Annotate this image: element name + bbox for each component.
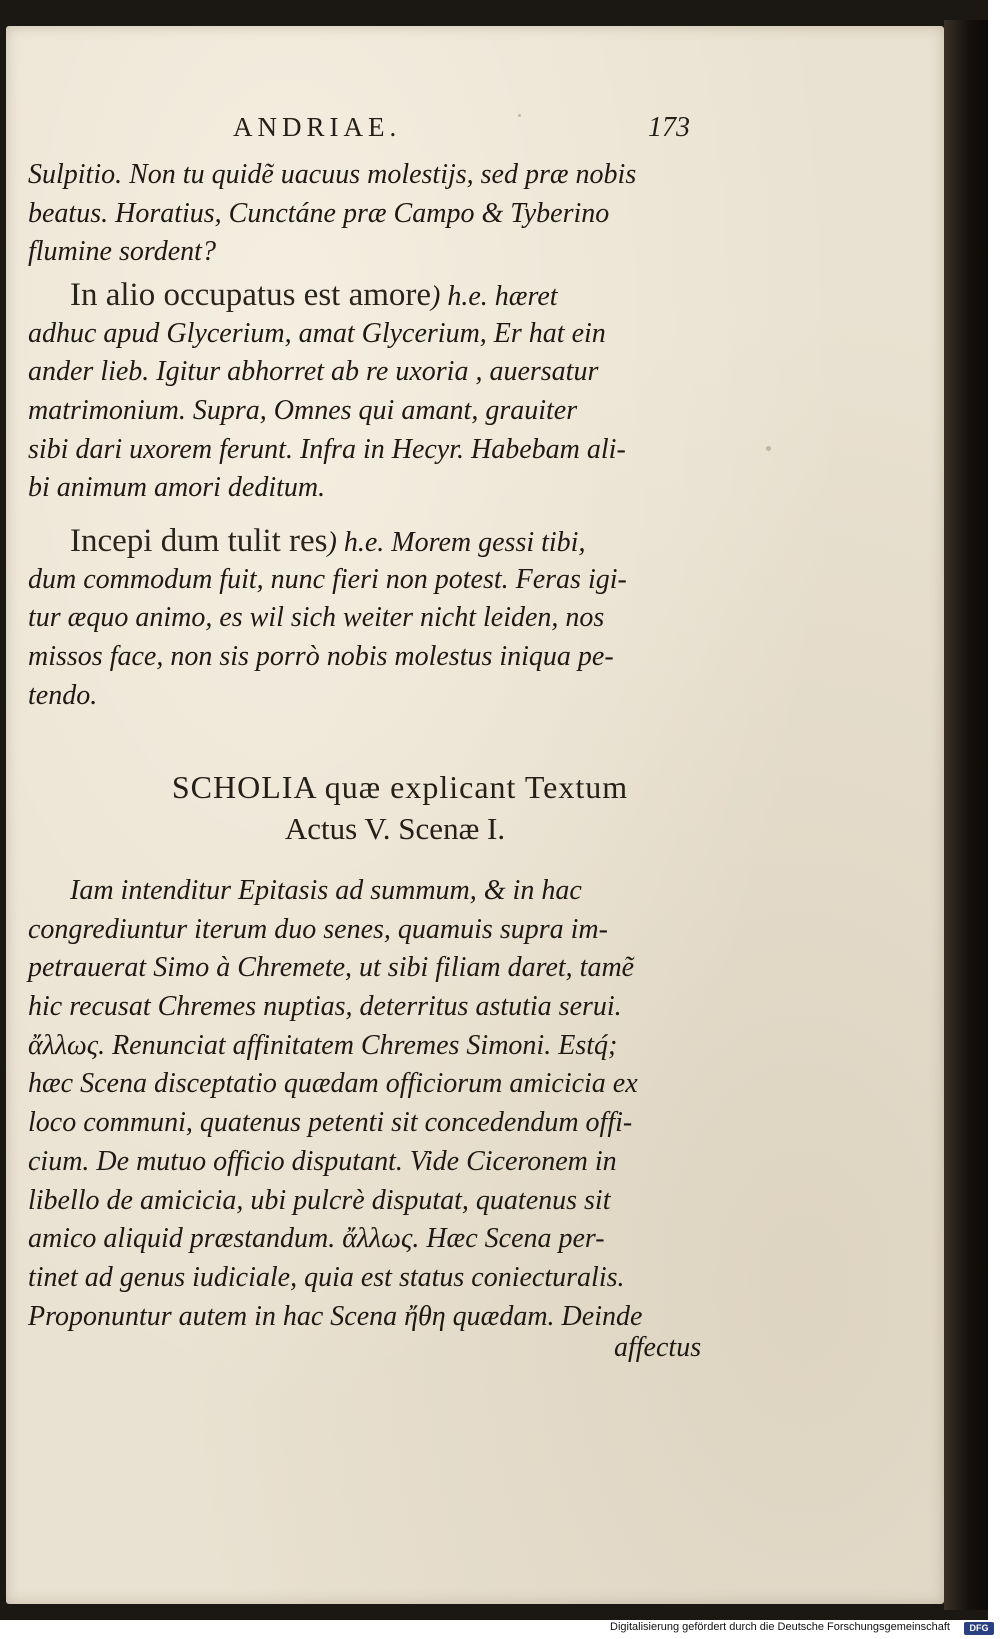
gloss: ) h.e. hæret [431,281,558,312]
text-line: congrediuntur iterum duo senes, quamuis supra im- [28,913,608,945]
text-line: Proponuntur autem in hac Scena ἤθη quædam. Deinde [28,1300,643,1332]
text-line: Iam intenditur Epitasis ad summum, & in hac [70,875,582,906]
text-line: flumine sordent? [28,236,216,268]
text-line: petrauerat Simo à Chremete, ut sibi filiam daret, tamẽ [28,952,635,984]
text-line: missos face, non sis porrò nobis molestus iniqua pe- [28,641,614,673]
text-line: cium. De mutuo officio disputant. Vide Ciceronem in [28,1145,617,1177]
lemma: Incepi dum tulit res [70,523,328,559]
gloss: ) h.e. Morem gessi tibi, [327,527,586,558]
text-line: tinet ad genus iudiciale, quia est status coniecturalis. [28,1261,625,1293]
text-line: loco communi, quatenus petenti sit concedendum offi- [28,1107,633,1139]
text-line [28,522,708,561]
text-line: Sulpitio. Non tu quidẽ uacuus molestijs, sed præ nobis [28,159,637,190]
paragraph-2 [28,276,708,508]
text-line: adhuc apud Glycerium, amat Glycerium, Er hat ein [28,317,606,349]
text-line: bi animum amori deditum. [28,472,326,504]
heading-line-2: Actus V. Scenæ I. [284,811,506,846]
running-head: ANDRIAE. [233,112,402,142]
dfg-logo: DFG [964,1622,994,1635]
page-number: 173 [648,112,690,143]
catchword: affectus [614,1332,702,1363]
text-line: matrimonium. Supra, Omnes qui amant, grauiter [28,395,578,427]
paper-speck [766,446,771,451]
text-line: tendo. [28,679,98,711]
book-gutter [944,20,988,1610]
text-line: ἄλλως. Renunciat affinitatem Chremes Simoni. Estq́; [28,1029,618,1061]
paragraph-1 [28,156,708,272]
text-line: sibi dari uxorem ferunt. Infra in Hecyr. Habebam ali- [28,433,626,465]
text-line: amico aliquid præstandum. ἄλλως. Hæc Scena per- [28,1223,605,1255]
paragraph-4 [28,872,708,1336]
text-line: tur æquo animo, es wil sich weiter nicht leiden, nos [28,602,605,634]
section-heading [0,766,940,850]
paragraph-3 [28,522,708,715]
text-line: dum commodum fuit, nunc fieri non potest. Feras igi- [28,563,627,595]
lemma: In alio occupatus est amore [70,277,432,313]
text-line: hic recusat Chremes nuptias, deterritus astutia serui. [28,991,622,1023]
text-line: ander lieb. Igitur abhorret ab re uxoria , auersatur [28,356,599,388]
page-header [0,112,1000,152]
text-line [28,276,708,315]
text-line: libello de amicicia, ubi pulcrè disputat, quatenus sit [28,1184,611,1216]
text-line: beatus. Horatius, Cunctáne præ Campo & Tyberino [28,197,610,229]
heading-line-1: SCHOLIA quæ explicant Textum [171,769,629,805]
digitization-credit: Digitalisierung gefördert durch die Deutsche Forschungsgemeinschaft [610,1621,950,1633]
text-line: hæc Scena disceptatio quædam officiorum amicicia ex [28,1068,638,1100]
